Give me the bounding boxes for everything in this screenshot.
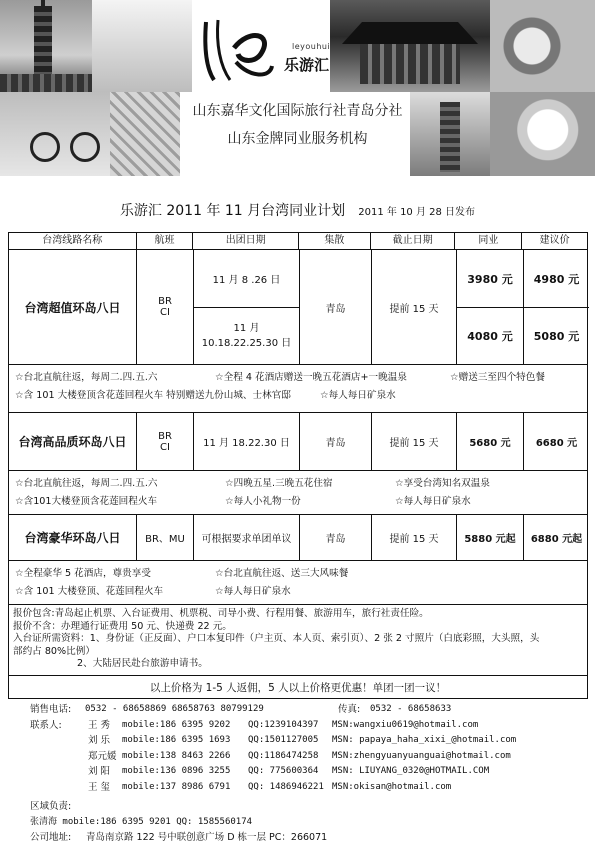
- sales-phones: 0532 - 68658869 68658763 80799129: [85, 704, 264, 714]
- flight-codes: BR CI: [158, 296, 172, 318]
- contact-msn: MSN: LIUYANG_0320@HOTMAIL.COM: [332, 766, 490, 776]
- trade-price: 5880 元起: [457, 515, 524, 560]
- required-docs-cont: 部约占 80%比例）: [13, 645, 95, 657]
- contacts-label: 联系人:: [30, 719, 62, 731]
- contact-mobile: mobile:186 6395 1693: [122, 735, 231, 745]
- deadline: 提前 15 天: [372, 515, 457, 560]
- contact-msn: MSN:okisan@hotmail.com: [332, 781, 452, 792]
- suggested-price-b: 5080 元: [533, 329, 580, 343]
- departure-dates-a: 11 月 8 .26 日: [212, 275, 281, 286]
- fax-number: 0532 - 68658633: [370, 704, 452, 714]
- suggested-price: 6680 元: [535, 438, 578, 449]
- contact-msn: MSN:zhengyuanyuanguai@hotmail.com: [332, 750, 511, 761]
- contact-name: 刘 阳: [88, 766, 111, 777]
- list-item: ☆含 101 大楼登顶、花莲回程火车: [15, 586, 164, 597]
- flight-codes: BR CI: [158, 430, 172, 453]
- header-flight: 航班: [137, 233, 194, 249]
- deadline: 提前 15 天: [372, 250, 457, 364]
- route-highlights: [9, 561, 587, 605]
- list-item: ☆台北直航往返，每周二.四.五.六: [15, 478, 158, 489]
- plan-table: [8, 232, 588, 699]
- contact-mobile: mobile:137 8986 6791: [122, 781, 231, 792]
- suggested-price-a: 4980 元: [533, 272, 580, 286]
- plan-title-row: [0, 200, 595, 220]
- contact-qq: QQ:1501127005: [248, 735, 319, 745]
- region-label: 区域负责:: [30, 801, 72, 812]
- logo-pinyin: leyouhui: [292, 42, 331, 51]
- temple-photo: [330, 0, 490, 92]
- logo-name: 乐游汇: [284, 56, 330, 74]
- departure-month-b: 11 月: [233, 322, 260, 334]
- route-highlights: [9, 365, 587, 413]
- header-gather: 集散: [299, 233, 371, 249]
- list-item: ☆含101大楼登顶含花莲回程火车: [15, 496, 158, 507]
- deadline: 提前 15 天: [372, 413, 457, 470]
- contact-mobile: mobile:138 8463 2266: [122, 750, 231, 761]
- header-dates: 出团日期: [193, 233, 299, 249]
- plan-title: 乐游汇 2011 年 11 月台湾同业计划: [119, 203, 346, 219]
- contact-mobile: mobile:136 0896 3255: [122, 766, 231, 776]
- header-banner: [0, 0, 595, 180]
- contact-mobile: mobile:186 6395 9202: [122, 719, 231, 730]
- list-item: ☆含 101 大楼登顶含花莲回程火车 特别赠送九份山城、士林官邸: [15, 390, 291, 401]
- region-person: 张清海 mobile:186 6395 9201 QQ: 1585560174: [30, 816, 253, 827]
- table-header: [9, 233, 587, 250]
- gather-city: 青岛: [300, 413, 372, 470]
- departure-dates: 可根据要求单团单议: [194, 515, 300, 560]
- contact-qq: QQ: 775600364: [248, 766, 319, 776]
- contact-msn: MSN:wangxiu0619@hotmail.com: [332, 719, 479, 730]
- contact-name: 王 秀: [88, 719, 111, 731]
- address-label: 公司地址:: [30, 832, 72, 842]
- food-photo: [490, 0, 595, 92]
- required-docs-2: 2、大陆居民赴台旅游申请书。: [77, 658, 208, 669]
- contact-qq: QQ:1239104397: [248, 719, 319, 730]
- pricing-note: 以上价格为 1-5 人返佣，5 人以上价格更优惠！单团一团一议！: [149, 681, 447, 694]
- publish-date: 2011 年 10 月 28 日发布: [358, 207, 476, 218]
- company-address: 青岛南京路 122 号中联创意广场 D 栋一层 PC：266071: [86, 832, 328, 842]
- trade-price: 5680 元: [457, 413, 524, 470]
- taipei-101-photo: [0, 0, 92, 92]
- contacts-section: [30, 702, 590, 842]
- list-item: ☆全程豪华 5 花酒店，尊贵享受: [15, 568, 151, 579]
- contact-qq: QQ: 1486946221: [248, 781, 324, 792]
- departure-dates: 11 月 18.22.30 日: [194, 413, 300, 470]
- contact-name: 郑元媛: [88, 750, 117, 762]
- contact-name: 王 玺: [88, 781, 111, 793]
- header-deadline: 截止日期: [371, 233, 456, 249]
- flight-codes: BR、MU: [137, 515, 194, 560]
- list-item: ☆每人每日矿泉水: [215, 586, 291, 597]
- suggested-price: 6880 元起: [530, 534, 583, 545]
- route-name: 台湾高品质环岛八日: [18, 435, 127, 449]
- route-highlights: [9, 471, 587, 515]
- sales-label: 销售电话:: [30, 704, 72, 715]
- header-route: 台湾线路名称: [9, 233, 137, 249]
- list-item: ☆赠送三至四个特色餐: [450, 372, 545, 383]
- list-item: ☆每人小礼物一份: [225, 496, 301, 507]
- org-name: 山东嘉华文化国际旅行社青岛分社: [192, 103, 403, 119]
- gather-city: 青岛: [300, 515, 372, 560]
- price-excludes: 报价不含：办理通行证费用 50 元、快递费 22 元。: [13, 620, 232, 632]
- route-name: 台湾豪华环岛八日: [24, 531, 121, 545]
- fax-label: 传真:: [338, 704, 361, 715]
- list-item: ☆每人每日矿泉水: [395, 496, 471, 507]
- trade-price-a: 3980 元: [467, 272, 513, 286]
- list-item: ☆全程 4 花酒店赠送一晚五花酒店+一晚温泉: [215, 372, 407, 383]
- price-info: [9, 605, 587, 676]
- sky-photo: [92, 0, 192, 92]
- logo-icon: [200, 18, 274, 84]
- departure-dates-b: 10.18.22.25.30 日: [201, 337, 292, 349]
- list-item: ☆台北直航往返，每周二.四.五.六: [15, 372, 158, 383]
- required-docs: 入台证所需资料：1、身份证（正反面）、户口本复印件（户主页、本人页、索引页）、2 张 2 寸照片（白底彩照，大头照，头: [13, 633, 540, 644]
- list-item: ☆台北直航往返、送三大风味餐: [215, 568, 349, 579]
- list-item: ☆四晚五星.三晚五花住宿: [225, 478, 333, 489]
- org-tagline: 山东金牌同业服务机构: [227, 131, 368, 147]
- contact-name: 刘 乐: [88, 735, 111, 746]
- header-trade-price: 同业: [455, 233, 522, 249]
- table-row: [9, 250, 587, 365]
- contact-qq: QQ:1186474258: [248, 750, 319, 761]
- list-item: ☆每人每日矿泉水: [320, 390, 396, 401]
- gather-city: 青岛: [300, 250, 372, 364]
- price-includes: 报价包含:青岛起止机票、入台证费用、机票税、司导小费、行程用餐、旅游用车，旅行社责任险。: [13, 608, 429, 619]
- contact-msn: MSN: papaya_haha_xixi_@hotmail.com: [332, 735, 517, 745]
- route-name: 台湾超值环岛八日: [24, 300, 121, 315]
- logo: [200, 18, 330, 84]
- table-row: [9, 515, 587, 561]
- table-row: [9, 413, 587, 471]
- header-suggested-price: 建议价: [539, 235, 570, 246]
- list-item: ☆享受台湾知名双温泉: [395, 478, 490, 489]
- trade-price-b: 4080 元: [467, 329, 513, 343]
